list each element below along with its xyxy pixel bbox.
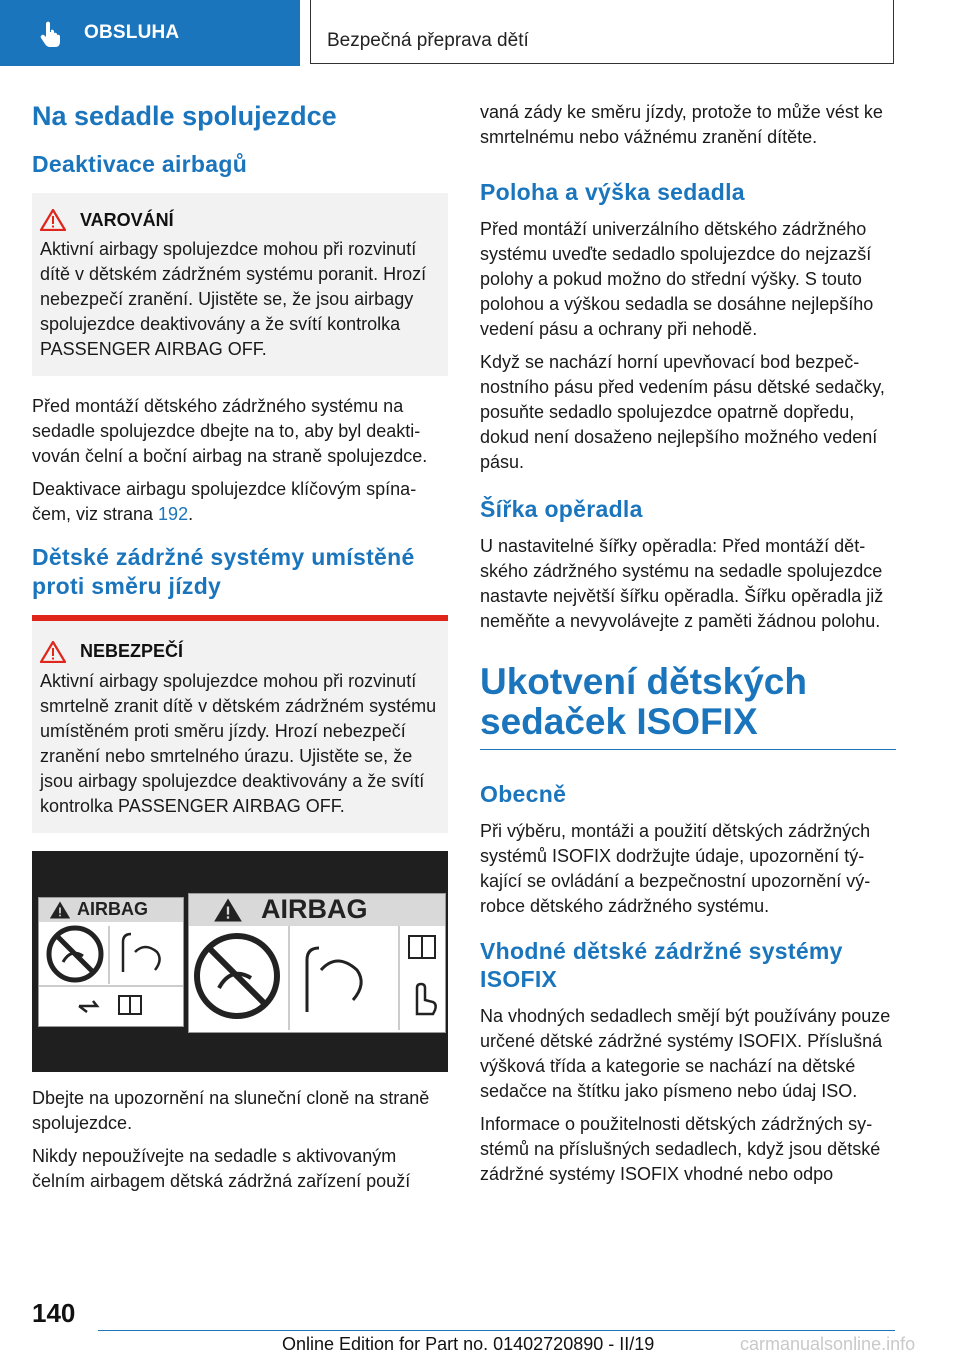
hand-pointer-icon <box>38 19 66 47</box>
warning-triangle-icon <box>40 641 66 663</box>
subheading-seat-position: Poloha a výška sedadla <box>480 179 745 205</box>
subheading-airbag-deactivation: Deaktivace airbagů <box>32 151 248 178</box>
watermark: carmanualsonline.info <box>740 1334 916 1354</box>
paragraph: Při výběru, montáži a použití dětských zádržných systémů ISOFIX dodržujte údaje, upozornění týkající se ovládání a bezpečnostní upozornění výrobce dětského zádržného systému. <box>480 820 871 916</box>
paragraph-text: . <box>188 504 194 525</box>
warning-triangle-icon <box>213 897 243 923</box>
section-heading: Na sedadle spolujezdce <box>32 101 337 131</box>
label-header <box>39 898 183 922</box>
warning-box-title <box>40 209 438 231</box>
warning-triangle-icon <box>40 209 66 231</box>
warning-text: Aktivní airbagy spolujezdce mohou při rozvinutí dítě v dětském zádržném systému poranit. Hrozí nebezpečí zranění. Ujistěte se, že jsou airbagy spolujezdce deaktivovány a že svítí kontrolka PASSENGER AIRBAG OFF. <box>40 239 427 360</box>
subheading-backrest-width: Šířka opěradla <box>480 495 643 522</box>
left-column <box>32 100 448 1202</box>
chapter-tab-label: Bezpečná přeprava dětí <box>327 30 529 51</box>
section-tab-label: OBSLUHA <box>84 22 180 43</box>
right-column <box>480 100 896 1195</box>
danger-title: NEBEZPEČÍ <box>80 641 184 662</box>
subheading-suitable-isofix: Vhodné dětské zádržné systémy ISOFIX <box>480 937 843 993</box>
footer-rule <box>98 1330 895 1331</box>
edition-note: Online Edition for Part no. 01402720890 - II/19 <box>282 1334 655 1354</box>
paragraph: Před montáží dětského zádržného systému na sedadle spolujezdce dbejte na to, aby byl deaktivován čelní a boční airbag na straně spolujezdce. <box>32 396 428 467</box>
subheading-rear-facing: Dětské zádržné systémy umístěné proti směru jízdy <box>32 544 415 599</box>
heading-rule <box>480 749 896 750</box>
page-reference-link[interactable]: 192 <box>158 504 189 525</box>
page-number: 140 <box>32 1298 76 1328</box>
paragraph: Na vhodných sedadlech smějí být používány pouze určené dětské zádržné systémy ISOFIX. Příslušná výšková třída a kategorie se nachází na dětské sedačce na štítku jako písmeno nebo údaj ISO. <box>480 1006 891 1102</box>
chapter-heading-isofix: Ukotvení dětských sedaček ISOFIX <box>480 660 807 743</box>
airbag-warning-label-small <box>38 897 184 1027</box>
warning-box <box>32 193 448 376</box>
section-tab[interactable] <box>0 0 300 66</box>
paragraph-text: Deaktivace airbagu spolujezdce klíčovým spínačem, viz strana <box>32 479 417 525</box>
paragraph: Nikdy nepoužívejte na sedadle s aktivovaným čelním airbagem dětská zádržná zařízení použí <box>32 1145 411 1191</box>
paragraph: U nastavitelné šířky opěradla: Před montáží dětského zádržného systému na sedadle spolujezdce nastavte největší šířku opěradla. Šířku opěradla již neměňte a nevyvolávejte z paměti žádnou polohu. <box>480 535 884 631</box>
airbag-label-photo <box>32 851 448 1072</box>
danger-box <box>32 615 448 833</box>
airbag-pictograms-icon <box>39 922 183 1026</box>
page-header <box>0 0 960 66</box>
warning-title: VAROVÁNÍ <box>80 209 174 230</box>
paragraph: vaná zády ke směru jízdy, protože to může vést ke smrtelnému nebo vážnému zranění dítěte. <box>480 102 883 147</box>
paragraph: Dbejte na upozornění na sluneční cloně na straně spolujezdce. <box>32 1087 430 1133</box>
paragraph: Když se nachází horní upevňovací bod bezpečnostního pásu před vedením pásu dětské sedačky, posuňte sedadlo spolujezdce opatrně dopředu, dokud není dosaženo nejlepšího možného vedení pásu. <box>480 351 885 472</box>
label-text: AIRBAG <box>77 899 148 920</box>
danger-box-title <box>40 641 438 663</box>
paragraph: Před montáží univerzálního dětského zádržného systému uveďte sedadlo spolujezdce do nejzazší polohy a pokud možno do střední výšky. S touto polohou a výškou sedadla se dosáhne nejlepšího vedení pásu a ochrany při nehodě. <box>480 218 874 339</box>
airbag-pictograms-icon <box>189 926 445 1030</box>
airbag-warning-label-large <box>188 893 446 1033</box>
subheading-general: Obecně <box>480 780 567 807</box>
paragraph: Informace o použitelnosti dětských zádržných systémů na příslušných sedadlech, když jsou dětské zádržné systémy ISOFIX vhodné nebo odpo <box>480 1114 881 1185</box>
warning-triangle-icon <box>49 900 71 920</box>
label-text: AIRBAG <box>261 894 368 925</box>
danger-text: Aktivní airbagy spolujezdce mohou při rozvinutí smrtelně zranit dítě v dětském zádržném systému umístěném proti směru jízdy. Hrozí nebezpečí zranění nebo smrtelného úrazu. Ujistěte se, že jsou airbagy spolujezdce deaktivovány a že svítí kontrolka PASSENGER AIRBAG OFF. <box>40 670 437 816</box>
chapter-tab[interactable] <box>310 0 894 64</box>
paragraph-with-link <box>32 477 448 527</box>
label-header <box>189 894 445 926</box>
